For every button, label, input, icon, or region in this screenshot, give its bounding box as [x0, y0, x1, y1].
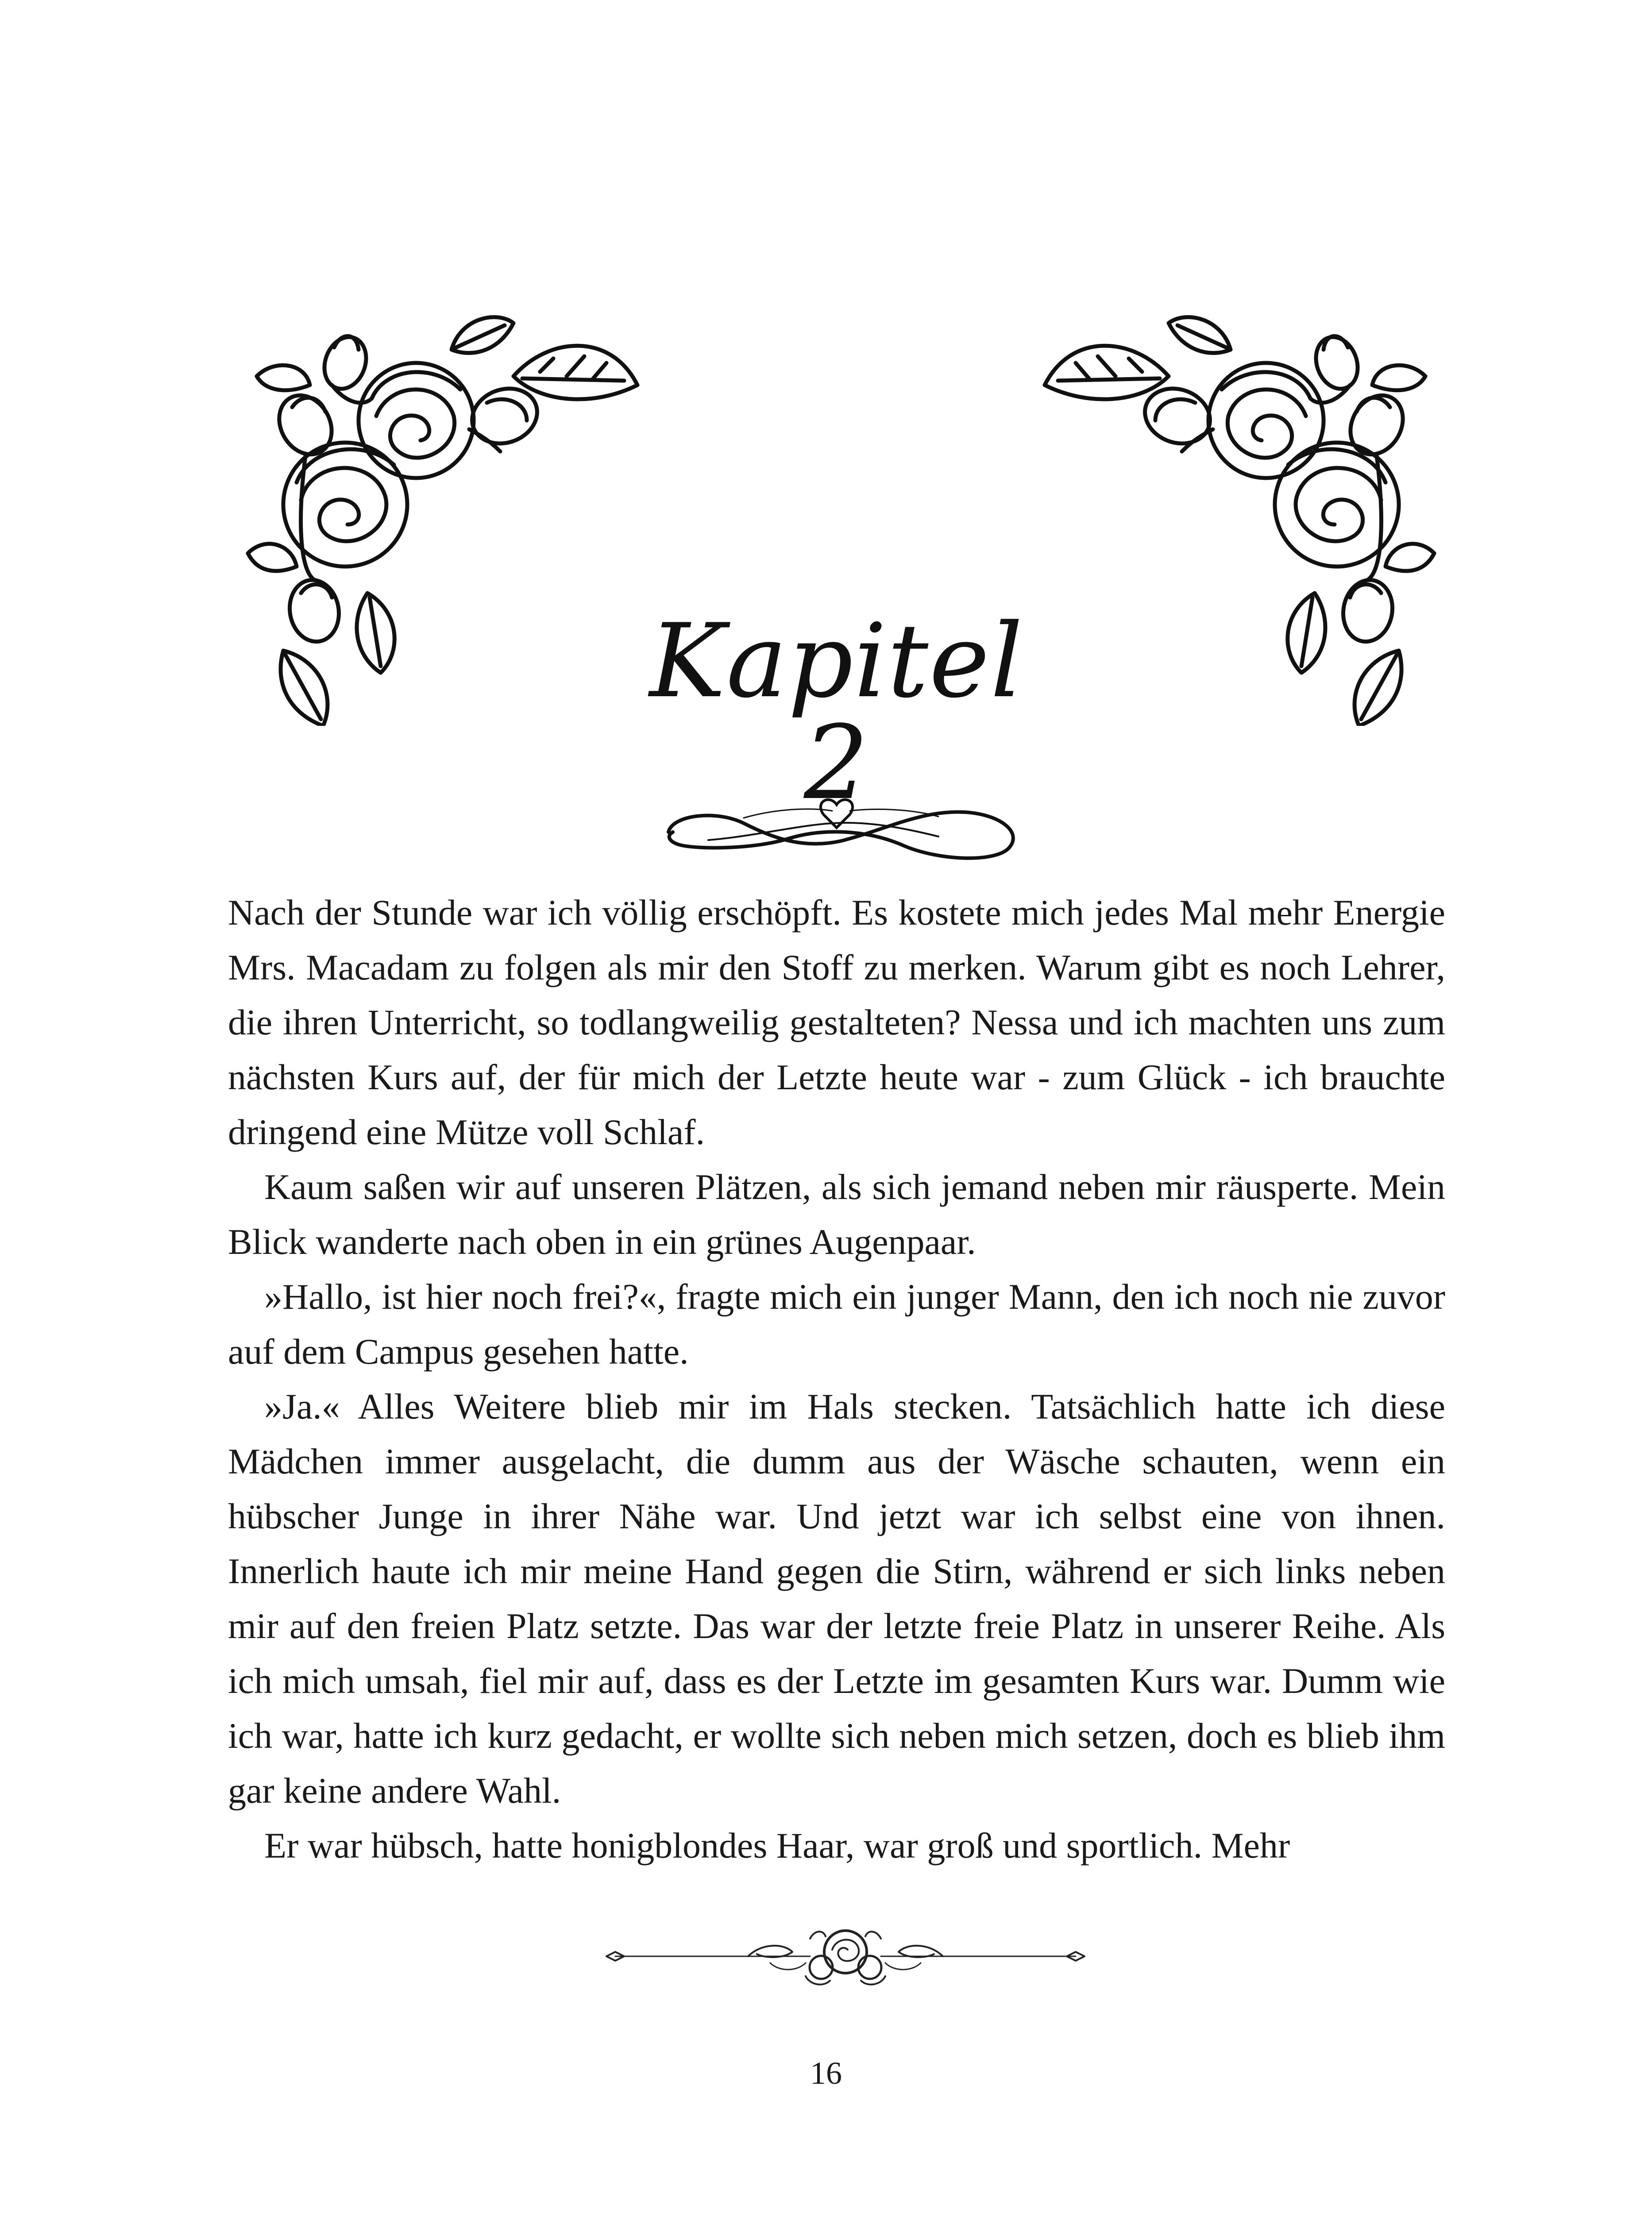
- paragraph: »Hallo, ist hier noch frei?«, fragte mich ein junger Mann, den ich noch nie zuvor auf dem Campus gesehen hatte.: [228, 1276, 1445, 1372]
- heart-flourish-icon: [655, 783, 1027, 872]
- rose-corner-left-icon: [230, 305, 646, 726]
- paragraph: Nach der Stunde war ich völlig erschöpft. Es kostete mich jedes Mal mehr Energie Mrs. Macadam zu folgen als mir den Stoff zu merken. Warum gibt es noch Lehrer, die ihren Unterricht, so todlangweilig gestalteten? Nessa und ich machten uns zum nächsten Kurs auf, der für mich der Letzte heute war - zum Glück - ich brauchte dringend eine Mütze voll Schlaf.: [228, 892, 1445, 1152]
- page-number: 16: [810, 2055, 842, 2091]
- body-text: [228, 885, 1445, 1873]
- paragraph: Kaum saßen wir auf unseren Plätzen, als sich jemand neben mir räusperte. Mein Blick wanderte nach oben in ein grünes Augenpaar.: [228, 1167, 1445, 1262]
- rose-corner-right-icon: [1036, 305, 1452, 726]
- chapter-title: Kapitel 2: [649, 602, 1024, 822]
- rose-divider-icon: [602, 1921, 1089, 1992]
- paragraph: Er war hübsch, hatte honigblondes Haar, war groß und sportlich. Mehr: [264, 1825, 1290, 1866]
- paragraph: »Ja.« Alles Weitere blieb mir im Hals stecken. Tatsächlich hatte ich diese Mädchen immer ausgelacht, die dumm aus der Wäsche schauten, wenn ein hübscher Junge in ihrer Nähe war. Und jetzt war ich selbst eine von ihnen. Innerlich haute ich mir meine Hand gegen die Stirn, während er sich links neben mir auf den freien Platz setzte. Das war der letzte freie Platz in unserer Reihe. Als ich mich umsah, fiel mir auf, dass es der Letzte im gesamten Kurs war. Dumm wie ich war, hatte ich kurz gedacht, er wollte sich neben mich setzen, doch es blieb ihm gar keine andere Wahl.: [228, 1386, 1445, 1811]
